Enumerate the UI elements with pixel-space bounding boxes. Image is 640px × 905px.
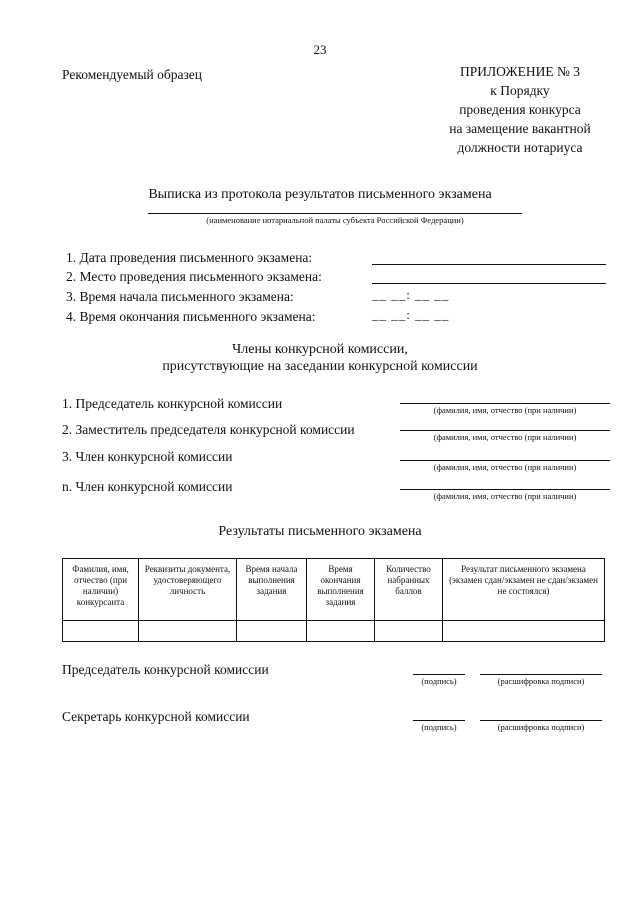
exam-place-line [372, 283, 606, 284]
member-role-member-n: n. Член конкурсной комиссии [62, 479, 233, 494]
secretary-signature-label: Секретарь конкурсной комиссии [62, 709, 250, 724]
table-cell [63, 621, 139, 642]
table-cell [307, 621, 375, 642]
member-name-caption: (фамилия, имя, отчество (при наличии) [433, 462, 577, 472]
member-name-caption: (фамилия, имя, отчество (при наличии) [433, 432, 577, 442]
column-header-result: Результат письменного экзамена (экзамен сдан/экзамен не сдан/экзамен не состоялся) [443, 559, 605, 621]
column-header-score: Количество набранных баллов [375, 559, 443, 621]
document-title: Выписка из протокола результатов письменного экзамена [148, 187, 492, 202]
members-title [0, 341, 640, 375]
chairman-signature-caption: (подпись) [421, 676, 457, 686]
table-cell [237, 621, 307, 642]
exam-end-time-blank: __ __: __ __ [372, 307, 450, 322]
exam-date-line [372, 264, 606, 265]
recommended-sample-label: Рекомендуемый образец [62, 67, 203, 82]
appendix-block [430, 62, 610, 157]
member-role-deputy: 2. Заместитель председателя конкурсной комиссии [62, 422, 355, 437]
exam-date-label: 1. Дата проведения письменного экзамена: [66, 250, 313, 265]
chairman-decoding-line [480, 674, 602, 675]
results-table [62, 558, 605, 642]
secretary-signature-line [413, 720, 465, 721]
member-role-member: 3. Член конкурсной комиссии [62, 449, 233, 464]
table-cell [139, 621, 237, 642]
member-name-line [400, 403, 610, 404]
column-header-start-time: Время начала выполнения задания [237, 559, 307, 621]
page-number: 23 [313, 42, 327, 57]
column-header-end-time: Время окончания выполнения задания [307, 559, 375, 621]
chamber-name-line [148, 213, 522, 214]
chairman-signature-line [413, 674, 465, 675]
exam-start-time-label: 3. Время начала письменного экзамена: [66, 289, 294, 304]
results-title: Результаты письменного экзамена [218, 524, 422, 539]
exam-end-time-label: 4. Время окончания письменного экзамена: [66, 309, 316, 324]
secretary-signature-caption: (подпись) [421, 722, 457, 732]
member-role-chairman: 1. Председатель конкурсной комиссии [62, 396, 283, 411]
chamber-name-caption: (наименование нотариальной палаты субъекта Российской Федерации) [206, 215, 464, 225]
table-cell [375, 621, 443, 642]
appendix-line: должности нотариуса [457, 140, 583, 155]
member-name-caption: (фамилия, имя, отчество (при наличии) [433, 405, 577, 415]
table-row [63, 621, 605, 642]
member-name-line [400, 489, 610, 490]
column-header-full-name: Фамилия, имя, отчество (при наличии) конкурсанта [63, 559, 139, 621]
member-name-line [400, 430, 610, 431]
exam-place-label: 2. Место проведения письменного экзамена: [66, 269, 322, 284]
members-title-line: присутствующие на заседании конкурсной комиссии [162, 359, 478, 374]
appendix-line: на замещение вакантной [449, 121, 591, 136]
member-name-caption: (фамилия, имя, отчество (при наличии) [433, 491, 577, 501]
chairman-decoding-caption: (расшифровка подписи) [497, 676, 585, 686]
secretary-decoding-line [480, 720, 602, 721]
appendix-line: к Порядку [490, 83, 550, 98]
secretary-decoding-caption: (расшифровка подписи) [497, 722, 585, 732]
table-cell [443, 621, 605, 642]
members-title-line: Члены конкурсной комиссии, [232, 342, 408, 357]
chairman-signature-label: Председатель конкурсной комиссии [62, 662, 269, 677]
member-name-line [400, 460, 610, 461]
appendix-line: проведения конкурса [459, 102, 581, 117]
column-header-id-document: Реквизиты документа, удостоверяющего личность [139, 559, 237, 621]
results-header-row [63, 559, 605, 621]
exam-start-time-blank: __ __: __ __ [372, 287, 450, 302]
appendix-line: ПРИЛОЖЕНИЕ № 3 [459, 64, 581, 79]
